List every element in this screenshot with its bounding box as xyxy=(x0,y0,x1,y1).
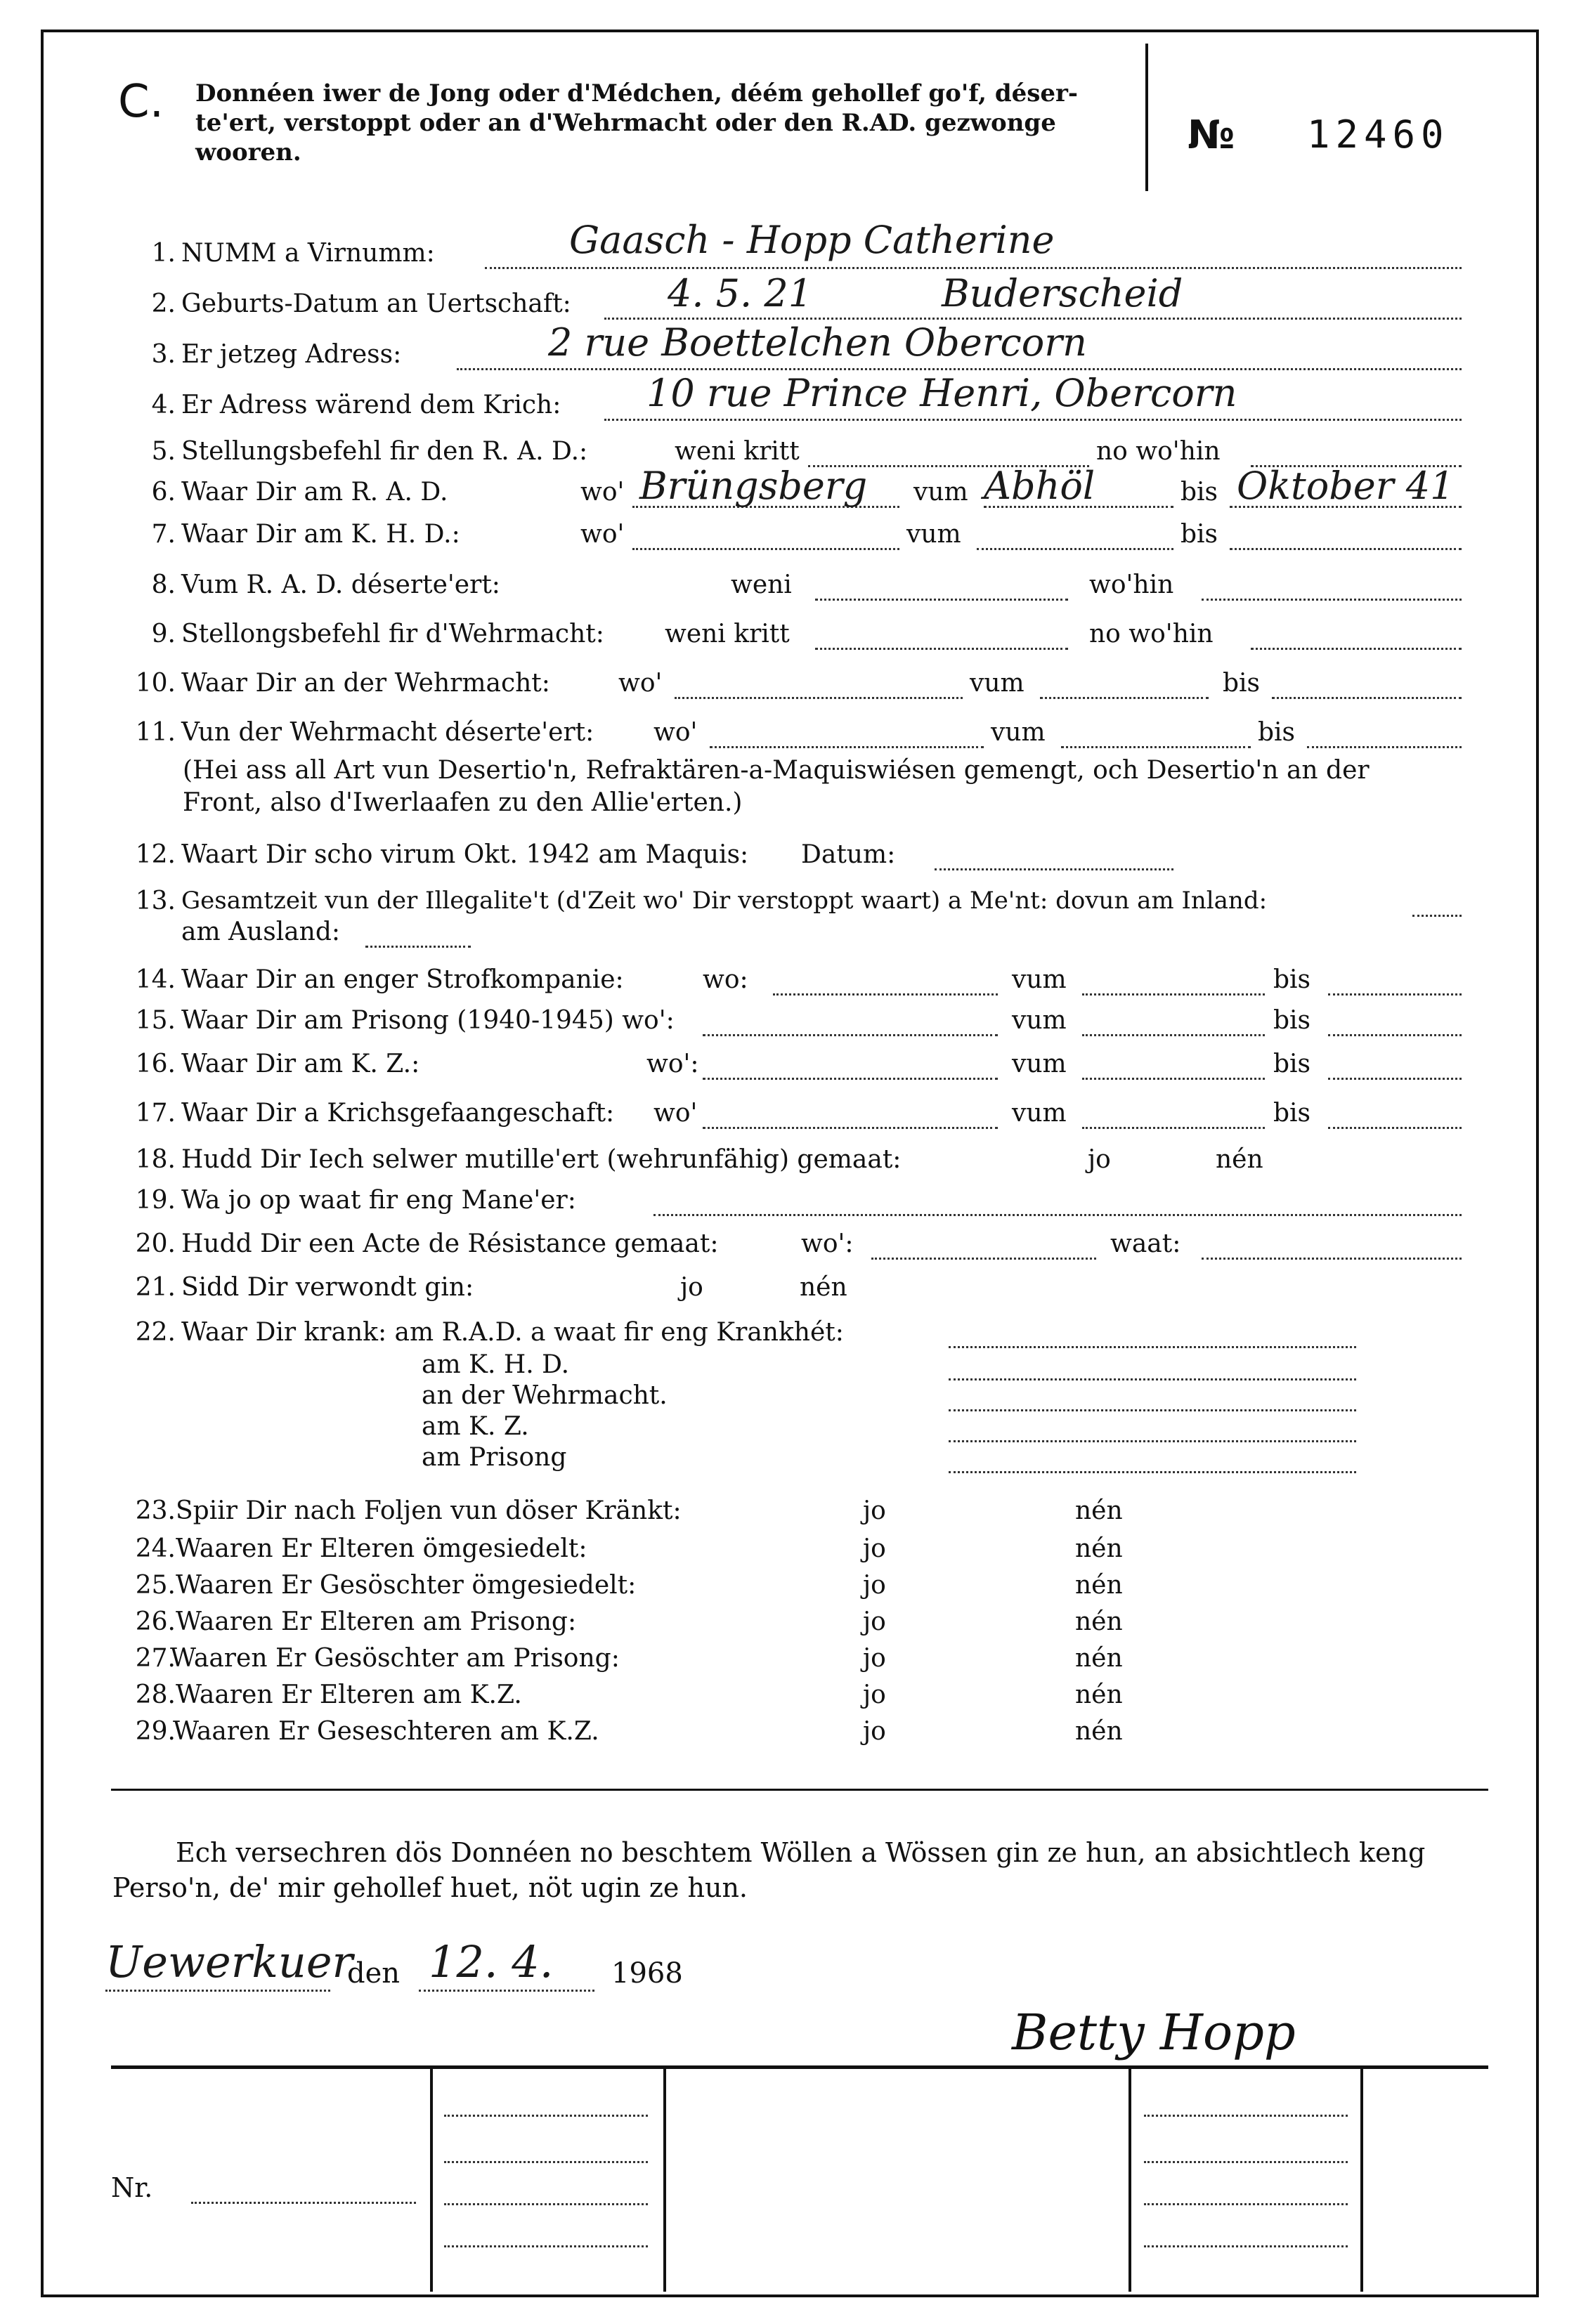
signature: Betty Hopp xyxy=(1012,2004,1296,2061)
handwritten-place: Uewerkuer xyxy=(105,1936,353,1987)
item-22: 22. Waar Dir krank: am R.A.D. a waat fir eng Krankhét: xyxy=(0,1318,1574,1357)
item-5: 5. Stellungsbefehl fir den R. A. D.: weni kritt no wo'hin xyxy=(0,437,1574,476)
item-18: 18. Hudd Dir Iech selwer mutille'ert (wehrunfähig) gemaat: jo nén xyxy=(135,1145,1263,1174)
place-date-line: Uewerkuer den 12. 4. 1968 xyxy=(0,1957,1574,1997)
handwritten-date: 4. 5. 21 xyxy=(668,271,813,315)
header-divider xyxy=(1145,44,1148,191)
handwritten-from: Abhöl xyxy=(984,464,1095,508)
item-13-ausland: am Ausland: xyxy=(0,918,1574,957)
item-label: Sidd Dir verwondt gin: xyxy=(181,1273,474,1302)
answer-line xyxy=(604,419,1462,421)
note-line-2: Front, also d'Iwerlaafen zu den Allie'erten.) xyxy=(183,788,743,817)
item-label: Er Adress wärend dem Krich: xyxy=(181,391,561,419)
item-25: 25. Waaren Er Gesöschter ömgesiedelt: jo nén xyxy=(135,1571,1123,1600)
item-label: Waar Dir am Prisong (1940-1945) wo': xyxy=(181,1006,675,1035)
item-20: 20. Hudd Dir een Acte de Résistance gemaat: wo': waat: xyxy=(0,1229,1574,1269)
item-6: 6. Waar Dir am R. A. D. wo' Brüngsberg vum Abhöl bis Oktober 41 xyxy=(0,478,1574,517)
item-29: 29. Waaren Er Geseschteren am K.Z. jo nén xyxy=(135,1717,1123,1746)
item-label: Waaren Er Elteren am Prisong: xyxy=(176,1607,577,1636)
note-line-1: (Hei ass all Art vun Desertio'n, Refraktären-a-Maquiswiésen gemengt, och Desertio'n an der xyxy=(183,756,1370,785)
item-label: Waaren Er Elteren ömgesiedelt: xyxy=(176,1534,587,1563)
item-label: Spiir Dir nach Foljen vun döser Kränkt: xyxy=(176,1496,682,1525)
handwritten-date: 12. 4. xyxy=(429,1936,554,1987)
item-15: 15. Waar Dir am Prisong (1940-1945) wo': vum bis xyxy=(0,1006,1574,1045)
item-17: 17. Waar Dir a Krichsgefaangeschaft: wo' vum bis xyxy=(0,1099,1574,1138)
item-16: 16. Waar Dir am K. Z.: wo': vum bis xyxy=(0,1050,1574,1089)
item-4: 4. Er Adress wärend dem Krich: 10 rue Prince Henri, Obercorn xyxy=(0,391,1574,430)
item-12: 12. Waart Dir scho virum Okt. 1942 am Maquis: Datum: xyxy=(0,840,1574,880)
item-label: Waaren Er Gesöschter am Prisong: xyxy=(170,1644,620,1673)
item-9: 9. Stellongsbefehl fir d'Wehrmacht: weni kritt no wo'hin xyxy=(0,620,1574,659)
section-letter: C. xyxy=(118,76,164,128)
item-label: Stellungsbefehl fir den R. A. D.: xyxy=(181,437,588,466)
item-28: 28. Waaren Er Elteren am K.Z. jo nén xyxy=(135,1680,1123,1709)
footer-table xyxy=(111,2065,1488,2292)
item-8: 8. Vum R. A. D. déserte'ert: weni wo'hin xyxy=(0,570,1574,610)
item-label: Vum R. A. D. déserte'ert: xyxy=(181,570,500,599)
handwritten-answer: 2 rue Boettelchen Obercorn xyxy=(548,320,1087,365)
item-24: 24. Waaren Er Elteren ömgesiedelt: jo nén xyxy=(135,1534,1123,1563)
item-label: Stellongsbefehl fir d'Wehrmacht: xyxy=(181,620,604,648)
answer-line xyxy=(457,368,1462,370)
answer-line xyxy=(485,267,1462,269)
item-label: NUMM a Virnumm: xyxy=(181,239,435,268)
item-label: Waaren Er Gesöschter ömgesiedelt: xyxy=(176,1571,637,1600)
form-number: 12460 xyxy=(1307,112,1450,157)
item-label: Waar Dir am K. H. D.: xyxy=(181,520,460,549)
item-label: Waar Dir krank: am R.A.D. a waat fir eng Krankhét: xyxy=(181,1318,844,1347)
item-label: Waaren Er Elteren am K.Z. xyxy=(176,1680,522,1709)
item-label: Waaren Er Geseschteren am K.Z. xyxy=(173,1717,599,1746)
item-label: Vun der Wehrmacht déserte'ert: xyxy=(181,718,594,747)
item-22-sub-1: am K. H. D. xyxy=(0,1350,1574,1390)
item-3: 3. Er jetzeg Adress: 2 rue Boettelchen Obercorn xyxy=(0,340,1574,379)
item-7: 7. Waar Dir am K. H. D.: wo' vum bis xyxy=(0,520,1574,559)
declaration-text: Ech versechren dös Donnéen no beschtem Wöllen a Wössen gin ze hun, an absichtlech keng Perso'n, de' mir gehollef huet, nöt ugin ze hun. xyxy=(112,1837,1426,1903)
item-26: 26. Waaren Er Elteren am Prisong: jo nén xyxy=(135,1607,1123,1636)
item-21: 21. Sidd Dir verwondt gin: jo nén xyxy=(135,1273,847,1302)
item-13: 13. Gesamtzeit vun der Illegalite't (d'Zeit wo' Dir verstoppt waart) a Me'nt: dovun am Inland: xyxy=(0,887,1574,926)
answer-line xyxy=(604,318,1462,320)
item-14: 14. Waar Dir an enger Strofkompanie: wo: vum bis xyxy=(0,965,1574,1005)
section-divider xyxy=(111,1789,1488,1791)
handwritten-to: Oktober 41 xyxy=(1237,464,1455,508)
handwritten-place: Buderscheid xyxy=(942,271,1183,315)
item-23: 23. Spiir Dir nach Foljen vun döser Kränkt: jo nén xyxy=(135,1496,1123,1525)
item-label: Hudd Dir Iech selwer mutille'ert (wehrunfähig) gemaat: xyxy=(181,1145,902,1174)
item-2: 2. Geburts-Datum an Uertschaft: 4. 5. 21 Buderscheid xyxy=(0,289,1574,329)
item-label: Hudd Dir een Acte de Résistance gemaat: xyxy=(181,1229,719,1258)
item-1: 1. NUMM a Virnumm: Gaasch - Hopp Catherine xyxy=(0,239,1574,278)
handwritten-answer: 10 rue Prince Henri, Obercorn xyxy=(646,371,1237,415)
item-10: 10. Waar Dir an der Wehrmacht: wo' vum bis xyxy=(0,669,1574,708)
item-label: Waar Dir an der Wehrmacht: xyxy=(181,669,550,698)
item-label: Waar Dir am R. A. D. xyxy=(181,478,448,507)
item-22-sub-4: am Prisong xyxy=(0,1443,1574,1482)
item-19: 19. Wa jo op waat fir eng Mane'er: xyxy=(0,1186,1574,1225)
item-label: Waar Dir am K. Z.: xyxy=(181,1050,420,1078)
item-label: Waart Dir scho virum Okt. 1942 am Maquis: xyxy=(181,840,749,869)
item-label: Waar Dir an enger Strofkompanie: xyxy=(181,965,624,994)
item-22-sub-3: am K. Z. xyxy=(0,1412,1574,1451)
form-title: Donnéen iwer de Jong oder d'Médchen, déém gehollef go'f, déser-te'ert, verstoppt oder an d'Wehrmacht oder den R.AD. gezwonge wooren. xyxy=(195,79,1079,167)
item-label: Gesamtzeit vun der Illegalite't (d'Zeit wo' Dir verstoppt waart) a Me'nt: dovun am Inland: xyxy=(181,887,1268,915)
item-27: 27. Waaren Er Gesöschter am Prisong: jo nén xyxy=(135,1644,1123,1673)
item-label: Wa jo op waat fir eng Mane'er: xyxy=(181,1186,576,1215)
number-symbol: № xyxy=(1188,112,1235,158)
item-11: 11. Vun der Wehrmacht déserte'ert: wo' vum bis xyxy=(0,718,1574,757)
nr-label: Nr. xyxy=(111,2172,153,2203)
item-label: Geburts-Datum an Uertschaft: xyxy=(181,289,571,318)
handwritten-answer: Gaasch - Hopp Catherine xyxy=(569,218,1055,262)
handwritten-place: Brüngsberg xyxy=(639,464,868,508)
item-22-sub-2: an der Wehrmacht. xyxy=(0,1381,1574,1421)
item-label: Er jetzeg Adress: xyxy=(181,340,402,369)
item-label: Waar Dir a Krichsgefaangeschaft: xyxy=(181,1099,615,1128)
